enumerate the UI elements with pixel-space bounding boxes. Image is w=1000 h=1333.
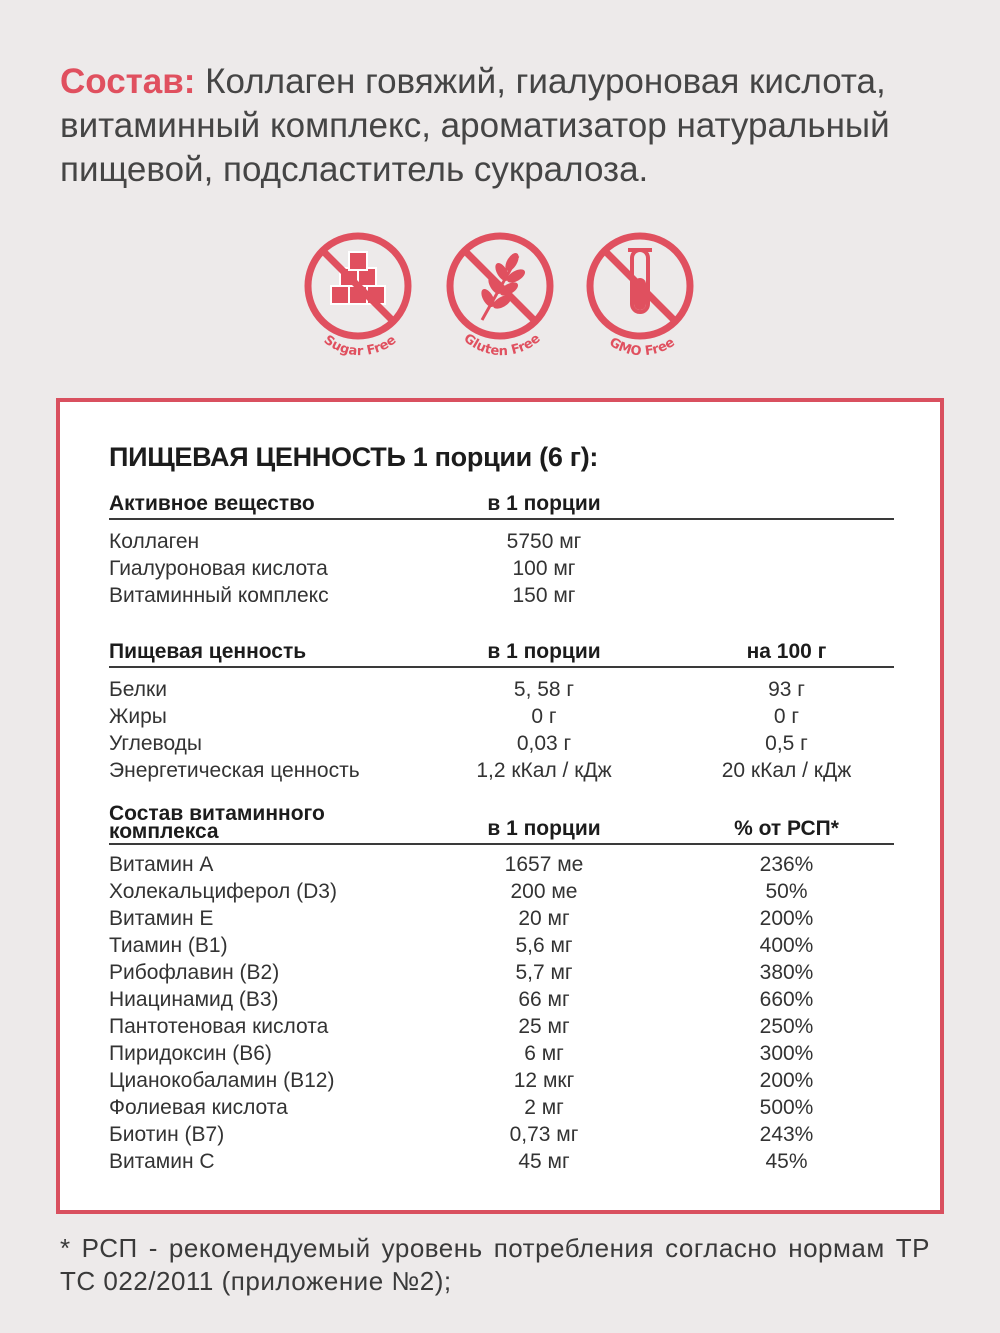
table-row — [109, 961, 894, 988]
header-col-name: Активное вещество — [109, 492, 315, 515]
table-row — [109, 1042, 894, 1069]
cell-serving: 2 мг — [524, 1096, 564, 1119]
cell-serving: 12 мкг — [513, 1069, 575, 1092]
cell-name: Витаминный комплекс — [109, 584, 329, 607]
header-col-serving: в 1 порции — [487, 640, 601, 663]
cell-serving: 0,03 г — [516, 732, 572, 755]
cell-serving: 5,7 мг — [515, 961, 573, 984]
cell-per-100g: 93 г — [768, 678, 805, 701]
cell-name: Тиамин (В1) — [109, 934, 228, 957]
table-row — [109, 934, 894, 961]
cell-serving: 6 мг — [524, 1042, 564, 1065]
cell-serving: 45 мг — [518, 1150, 570, 1173]
cell-rsp: 236% — [759, 853, 814, 876]
nutrition-panel — [56, 398, 944, 1214]
cell-name: Фолиевая кислота — [109, 1096, 288, 1119]
prohibition-slash-icon — [464, 250, 536, 322]
cell-name: Цианокобаламин (В12) — [109, 1069, 335, 1092]
cell-name: Витамин А — [109, 853, 214, 876]
cell-name: Жиры — [109, 705, 167, 728]
header-col-serving: в 1 порции — [487, 492, 601, 515]
cell-rsp: 400% — [759, 934, 814, 957]
cell-name: Витамин С — [109, 1150, 215, 1173]
sugar-free-badge — [298, 228, 422, 364]
table-header — [109, 638, 894, 668]
free-from-badges — [0, 228, 1000, 368]
table-row — [109, 1069, 894, 1096]
table-row — [109, 678, 894, 705]
table-row — [109, 1150, 894, 1177]
cell-name: Биотин (В7) — [109, 1123, 225, 1146]
cell-rsp: 660% — [759, 988, 814, 1011]
cell-per-100g: 20 кКал / кДж — [721, 759, 852, 782]
table-header — [109, 795, 894, 845]
composition-label: Состав: — [60, 62, 196, 101]
cell-name: Пиридоксин (В6) — [109, 1042, 272, 1065]
table-row — [109, 988, 894, 1015]
header-col-name: Состав витаминного комплекса — [109, 802, 325, 843]
cell-serving: 5, 58 г — [513, 678, 575, 701]
cell-name: Витамин Е — [109, 907, 214, 930]
cell-name: Углеводы — [109, 732, 203, 755]
badge-label: Gluten Free — [460, 331, 544, 360]
header-col-name: Пищевая ценность — [109, 640, 307, 663]
cell-per-100g: 0,5 г — [765, 732, 808, 755]
cell-rsp: 45% — [765, 1150, 808, 1173]
table-row — [109, 1123, 894, 1150]
gluten-free-badge — [440, 228, 564, 364]
table-row — [109, 907, 894, 934]
cell-serving: 20 мг — [518, 907, 570, 930]
cell-serving: 100 мг — [512, 557, 576, 580]
table-row — [109, 880, 894, 907]
cell-name: Ниацинамид (В3) — [109, 988, 279, 1011]
gmo-free-badge — [580, 228, 704, 364]
active-substances-table — [109, 490, 894, 611]
table-row — [109, 853, 894, 880]
nutrition-title: ПИЩЕВАЯ ЦЕННОСТЬ 1 порции (6 г): — [109, 442, 599, 472]
header-col-rsp: % от РСП* — [734, 817, 839, 840]
cell-rsp: 250% — [759, 1015, 814, 1038]
cell-rsp: 243% — [759, 1123, 814, 1146]
cell-rsp: 380% — [759, 961, 814, 984]
table-row — [109, 530, 894, 557]
footnote: * РСП - рекомендуемый уровень потребления согласно нормам ТР ТС 022/2011 (приложение №2); — [60, 1233, 930, 1296]
cell-serving: 66 мг — [518, 988, 570, 1011]
table-row — [109, 1015, 894, 1042]
badge-label: Sugar Free — [320, 332, 400, 360]
cell-name: Рибофлавин (В2) — [109, 961, 280, 984]
cell-serving: 1657 ме — [504, 853, 584, 876]
cell-serving: 0 г — [531, 705, 557, 728]
sugar-cubes-icon — [331, 252, 385, 304]
cell-serving: 200 ме — [510, 880, 578, 903]
cell-serving: 5750 мг — [506, 530, 582, 553]
table-row — [109, 584, 894, 611]
cell-name: Холекальциферол (D3) — [109, 880, 337, 903]
cell-rsp: 500% — [759, 1096, 814, 1119]
table-row — [109, 732, 894, 759]
header-col-per-100g: на 100 г — [746, 640, 827, 663]
nutrition-value-table — [109, 638, 894, 786]
cell-rsp: 50% — [765, 880, 808, 903]
cell-rsp: 200% — [759, 1069, 814, 1092]
cell-name: Пантотеновая кислота — [109, 1015, 329, 1038]
composition-text — [60, 60, 965, 192]
vitamin-complex-table — [109, 795, 894, 1177]
cell-rsp: 300% — [759, 1042, 814, 1065]
cell-serving: 0,73 мг — [509, 1123, 579, 1146]
table-row — [109, 1096, 894, 1123]
vitamin-rows — [109, 853, 894, 1177]
cell-serving: 5,6 мг — [515, 934, 573, 957]
cell-name: Белки — [109, 678, 167, 701]
table-row — [109, 705, 894, 732]
cell-serving: 1,2 кКал / кДж — [476, 759, 612, 782]
badge-label: GMO Free — [606, 334, 678, 360]
cell-name: Коллаген — [109, 530, 200, 553]
cell-name: Энергетическая ценность — [109, 759, 360, 782]
table-row — [109, 557, 894, 584]
cell-per-100g: 0 г — [773, 705, 800, 728]
cell-rsp: 200% — [759, 907, 814, 930]
composition-ingredients: Коллаген говяжий, гиалуроновая кислота, витаминный комплекс, ароматизатор натуральный пищевой, подсластитель сукралоза. — [60, 62, 890, 189]
cell-serving: 25 мг — [518, 1015, 570, 1038]
cell-name: Гиалуроновая кислота — [109, 557, 328, 580]
table-row — [109, 759, 894, 786]
table-header — [109, 490, 894, 520]
cell-serving: 150 мг — [512, 584, 576, 607]
header-col-serving: в 1 порции — [487, 817, 601, 840]
